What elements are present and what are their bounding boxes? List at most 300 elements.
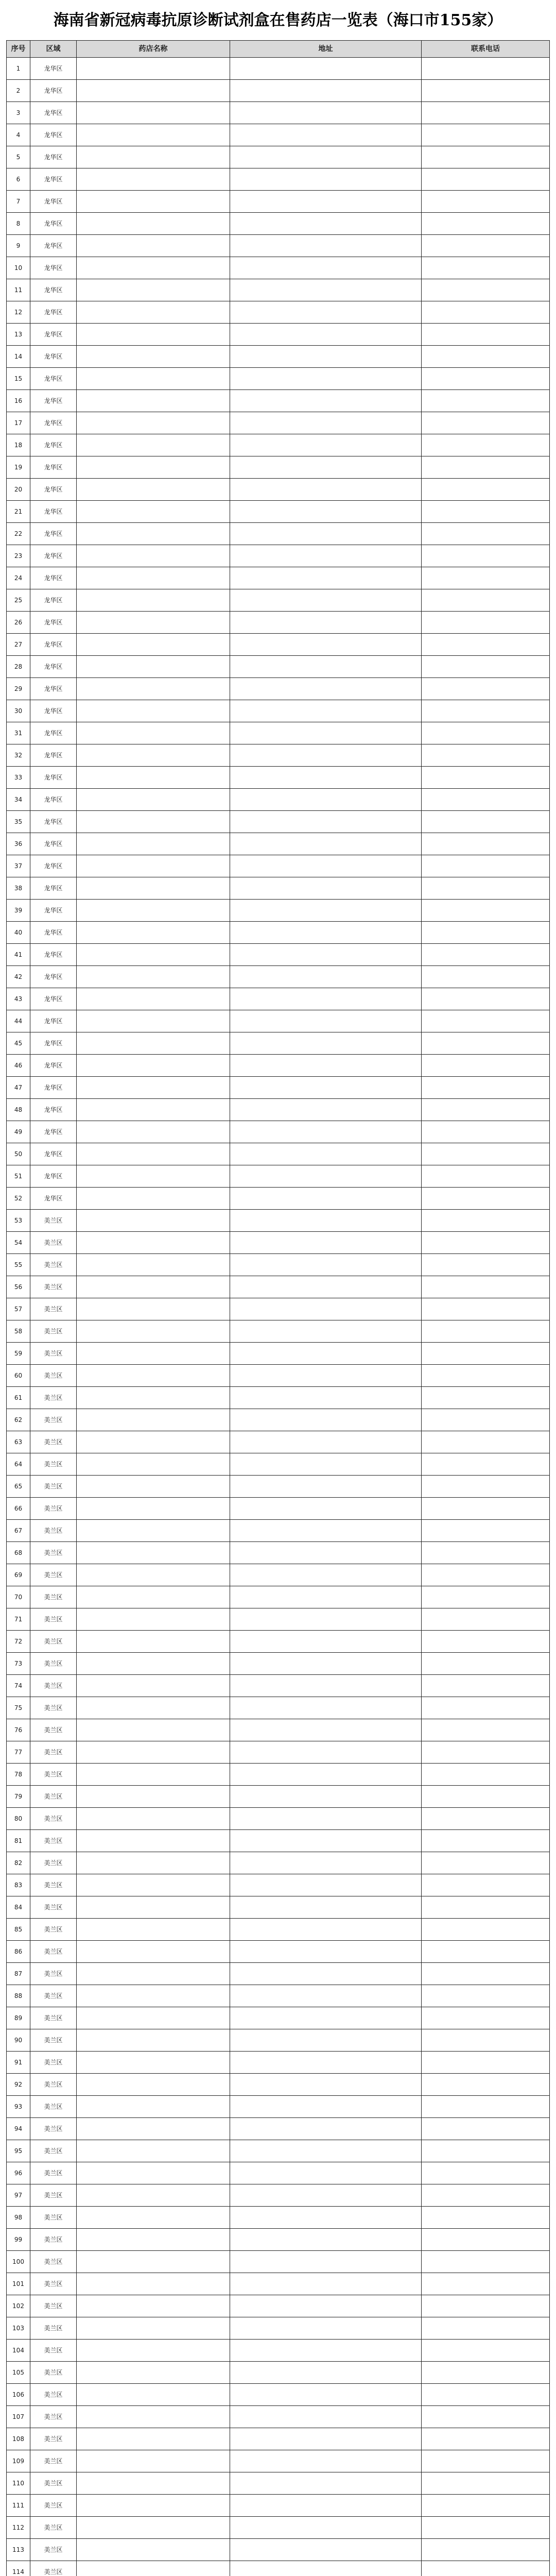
row-serial-number: 112	[7, 2517, 30, 2539]
row-address	[230, 2362, 422, 2384]
row-pharmacy-name	[77, 1010, 230, 1032]
row-phone	[422, 1032, 550, 1055]
row-serial-number: 103	[7, 2317, 30, 2340]
row-district: 美兰区	[30, 2184, 77, 2207]
row-pharmacy-name	[77, 146, 230, 168]
row-serial-number: 84	[7, 1896, 30, 1919]
row-phone	[422, 2517, 550, 2539]
row-serial-number: 72	[7, 1631, 30, 1653]
row-pharmacy-name	[77, 191, 230, 213]
table-row	[7, 368, 550, 390]
row-pharmacy-name	[77, 1697, 230, 1719]
row-district: 美兰区	[30, 1542, 77, 1564]
row-address	[230, 146, 422, 168]
row-pharmacy-name	[77, 545, 230, 567]
row-pharmacy-name	[77, 1919, 230, 1941]
row-address	[230, 1320, 422, 1343]
row-phone	[422, 1919, 550, 1941]
row-phone	[422, 988, 550, 1010]
table-row	[7, 1032, 550, 1055]
row-serial-number: 98	[7, 2207, 30, 2229]
pharmacy-table	[6, 40, 550, 2576]
row-phone	[422, 922, 550, 944]
row-serial-number: 42	[7, 966, 30, 988]
row-pharmacy-name	[77, 1520, 230, 1542]
table-row	[7, 988, 550, 1010]
row-address	[230, 1365, 422, 1387]
table-row	[7, 922, 550, 944]
row-serial-number: 91	[7, 2052, 30, 2074]
row-district: 美兰区	[30, 1874, 77, 1896]
table-row	[7, 2273, 550, 2295]
row-address	[230, 1431, 422, 1453]
row-address	[230, 1520, 422, 1542]
row-phone	[422, 1830, 550, 1852]
row-phone	[422, 501, 550, 523]
row-district: 龙华区	[30, 279, 77, 301]
row-pharmacy-name	[77, 2096, 230, 2118]
row-pharmacy-name	[77, 80, 230, 102]
table-row	[7, 1896, 550, 1919]
row-serial-number: 78	[7, 1764, 30, 1786]
row-address	[230, 1055, 422, 1077]
row-pharmacy-name	[77, 2184, 230, 2207]
row-address	[230, 2184, 422, 2207]
row-serial-number: 62	[7, 1409, 30, 1431]
table-row	[7, 1741, 550, 1764]
row-serial-number: 63	[7, 1431, 30, 1453]
row-serial-number: 35	[7, 811, 30, 833]
row-district: 美兰区	[30, 1697, 77, 1719]
row-address	[230, 1387, 422, 1409]
row-address	[230, 58, 422, 80]
row-pharmacy-name	[77, 1675, 230, 1697]
row-district: 美兰区	[30, 1298, 77, 1320]
row-address	[230, 1542, 422, 1564]
row-serial-number: 65	[7, 1476, 30, 1498]
row-address	[230, 1808, 422, 1830]
table-row	[7, 1719, 550, 1741]
row-pharmacy-name	[77, 368, 230, 390]
table-row	[7, 1697, 550, 1719]
row-serial-number: 113	[7, 2539, 30, 2561]
row-serial-number: 44	[7, 1010, 30, 1032]
row-district: 龙华区	[30, 1077, 77, 1099]
row-phone	[422, 1764, 550, 1786]
row-address	[230, 1343, 422, 1365]
row-district: 美兰区	[30, 2295, 77, 2317]
row-phone	[422, 2539, 550, 2561]
row-pharmacy-name	[77, 1387, 230, 1409]
table-row	[7, 1254, 550, 1276]
row-serial-number: 36	[7, 833, 30, 855]
row-pharmacy-name	[77, 1764, 230, 1786]
row-serial-number: 14	[7, 346, 30, 368]
row-phone	[422, 789, 550, 811]
row-phone	[422, 1741, 550, 1764]
row-pharmacy-name	[77, 2317, 230, 2340]
table-row	[7, 1210, 550, 1232]
table-row	[7, 213, 550, 235]
row-serial-number: 10	[7, 257, 30, 279]
row-serial-number: 38	[7, 877, 30, 900]
row-serial-number: 107	[7, 2406, 30, 2428]
row-district: 龙华区	[30, 191, 77, 213]
table-row	[7, 1055, 550, 1077]
row-serial-number: 80	[7, 1808, 30, 1830]
row-phone	[422, 2184, 550, 2207]
row-address	[230, 966, 422, 988]
table-row	[7, 1320, 550, 1343]
row-district: 美兰区	[30, 2472, 77, 2495]
row-address	[230, 2495, 422, 2517]
row-serial-number: 52	[7, 1188, 30, 1210]
row-serial-number: 55	[7, 1254, 30, 1276]
row-serial-number: 70	[7, 1586, 30, 1608]
row-address	[230, 1453, 422, 1476]
table-row	[7, 501, 550, 523]
row-phone	[422, 1874, 550, 1896]
row-district: 龙华区	[30, 944, 77, 966]
row-pharmacy-name	[77, 789, 230, 811]
table-row	[7, 634, 550, 656]
table-row	[7, 279, 550, 301]
row-serial-number: 45	[7, 1032, 30, 1055]
row-address	[230, 2029, 422, 2052]
row-pharmacy-name	[77, 390, 230, 412]
row-district: 美兰区	[30, 2406, 77, 2428]
row-serial-number: 15	[7, 368, 30, 390]
row-address	[230, 1874, 422, 1896]
row-address	[230, 2517, 422, 2539]
row-pharmacy-name	[77, 2118, 230, 2140]
row-phone	[422, 412, 550, 434]
row-address	[230, 235, 422, 257]
row-pharmacy-name	[77, 257, 230, 279]
row-district: 美兰区	[30, 1608, 77, 1631]
row-serial-number: 11	[7, 279, 30, 301]
row-district: 美兰区	[30, 1564, 77, 1586]
row-serial-number: 101	[7, 2273, 30, 2295]
row-serial-number: 68	[7, 1542, 30, 1564]
table-row	[7, 2207, 550, 2229]
row-phone	[422, 1298, 550, 1320]
row-phone	[422, 2007, 550, 2029]
table-row	[7, 2428, 550, 2450]
row-district: 龙华区	[30, 1032, 77, 1055]
row-serial-number: 31	[7, 722, 30, 744]
row-serial-number: 20	[7, 479, 30, 501]
row-address	[230, 1852, 422, 1874]
row-district: 龙华区	[30, 855, 77, 877]
row-serial-number: 48	[7, 1099, 30, 1121]
row-district: 美兰区	[30, 1786, 77, 1808]
row-pharmacy-name	[77, 1077, 230, 1099]
row-address	[230, 368, 422, 390]
table-row	[7, 2052, 550, 2074]
row-phone	[422, 2428, 550, 2450]
row-serial-number: 114	[7, 2561, 30, 2576]
row-address	[230, 1608, 422, 1631]
table-row	[7, 811, 550, 833]
row-pharmacy-name	[77, 656, 230, 678]
row-serial-number: 102	[7, 2295, 30, 2317]
row-serial-number: 25	[7, 589, 30, 612]
row-district: 美兰区	[30, 2317, 77, 2340]
table-row	[7, 1453, 550, 1476]
row-serial-number: 26	[7, 612, 30, 634]
table-row	[7, 1498, 550, 1520]
row-phone	[422, 1232, 550, 1254]
row-serial-number: 13	[7, 324, 30, 346]
row-serial-number: 49	[7, 1121, 30, 1143]
row-phone	[422, 1188, 550, 1210]
table-row	[7, 1431, 550, 1453]
row-district: 美兰区	[30, 1963, 77, 1985]
row-serial-number: 32	[7, 744, 30, 767]
row-district: 龙华区	[30, 1099, 77, 1121]
table-row	[7, 1608, 550, 1631]
table-row	[7, 1631, 550, 1653]
table-row	[7, 1365, 550, 1387]
table-row	[7, 2074, 550, 2096]
table-row	[7, 1586, 550, 1608]
row-serial-number: 9	[7, 235, 30, 257]
table-row	[7, 146, 550, 168]
row-pharmacy-name	[77, 2251, 230, 2273]
row-phone	[422, 855, 550, 877]
row-phone	[422, 1852, 550, 1874]
table-row	[7, 1476, 550, 1498]
row-pharmacy-name	[77, 2229, 230, 2251]
table-row	[7, 2295, 550, 2317]
table-row	[7, 2340, 550, 2362]
row-phone	[422, 1387, 550, 1409]
row-phone	[422, 2273, 550, 2295]
row-district: 美兰区	[30, 2140, 77, 2162]
row-address	[230, 1631, 422, 1653]
row-district: 美兰区	[30, 2052, 77, 2074]
row-pharmacy-name	[77, 1453, 230, 1476]
row-district: 龙华区	[30, 1055, 77, 1077]
row-phone	[422, 2096, 550, 2118]
row-serial-number: 18	[7, 434, 30, 456]
row-serial-number: 27	[7, 634, 30, 656]
row-address	[230, 1165, 422, 1188]
row-serial-number: 73	[7, 1653, 30, 1675]
row-district: 美兰区	[30, 1520, 77, 1542]
row-serial-number: 50	[7, 1143, 30, 1165]
row-district: 美兰区	[30, 2384, 77, 2406]
header-phone: 联系电话	[422, 41, 550, 58]
row-serial-number: 5	[7, 146, 30, 168]
row-district: 龙华区	[30, 301, 77, 324]
table-row	[7, 301, 550, 324]
row-pharmacy-name	[77, 2406, 230, 2428]
row-pharmacy-name	[77, 900, 230, 922]
table-row	[7, 523, 550, 545]
row-serial-number: 100	[7, 2251, 30, 2273]
row-address	[230, 833, 422, 855]
row-phone	[422, 1476, 550, 1498]
row-address	[230, 2052, 422, 2074]
table-row	[7, 168, 550, 191]
row-address	[230, 456, 422, 479]
row-pharmacy-name	[77, 1786, 230, 1808]
row-phone	[422, 102, 550, 124]
row-pharmacy-name	[77, 1830, 230, 1852]
row-district: 美兰区	[30, 2561, 77, 2576]
row-serial-number: 41	[7, 944, 30, 966]
row-pharmacy-name	[77, 2495, 230, 2517]
row-district: 美兰区	[30, 1586, 77, 1608]
row-serial-number: 94	[7, 2118, 30, 2140]
row-phone	[422, 479, 550, 501]
row-address	[230, 545, 422, 567]
row-phone	[422, 301, 550, 324]
row-district: 龙华区	[30, 589, 77, 612]
row-serial-number: 46	[7, 1055, 30, 1077]
row-district: 美兰区	[30, 1741, 77, 1764]
row-address	[230, 1586, 422, 1608]
row-phone	[422, 368, 550, 390]
row-serial-number: 67	[7, 1520, 30, 1542]
row-address	[230, 2428, 422, 2450]
row-district: 美兰区	[30, 2074, 77, 2096]
row-serial-number: 93	[7, 2096, 30, 2118]
row-pharmacy-name	[77, 2472, 230, 2495]
row-serial-number: 86	[7, 1941, 30, 1963]
row-serial-number: 81	[7, 1830, 30, 1852]
row-district: 美兰区	[30, 2251, 77, 2273]
table-row	[7, 2384, 550, 2406]
row-district: 美兰区	[30, 2229, 77, 2251]
row-phone	[422, 390, 550, 412]
row-address	[230, 767, 422, 789]
header-address: 地址	[230, 41, 422, 58]
row-address	[230, 2229, 422, 2251]
row-phone	[422, 2162, 550, 2184]
row-phone	[422, 1941, 550, 1963]
row-address	[230, 744, 422, 767]
row-district: 美兰区	[30, 1476, 77, 1498]
row-serial-number: 30	[7, 700, 30, 722]
row-pharmacy-name	[77, 2029, 230, 2052]
row-address	[230, 2096, 422, 2118]
row-pharmacy-name	[77, 877, 230, 900]
table-row	[7, 2495, 550, 2517]
row-address	[230, 1941, 422, 1963]
row-phone	[422, 2406, 550, 2428]
row-address	[230, 634, 422, 656]
table-row	[7, 855, 550, 877]
row-phone	[422, 589, 550, 612]
row-serial-number: 59	[7, 1343, 30, 1365]
table-row	[7, 877, 550, 900]
row-serial-number: 23	[7, 545, 30, 567]
row-address	[230, 900, 422, 922]
row-district: 美兰区	[30, 2450, 77, 2472]
table-row	[7, 1564, 550, 1586]
row-address	[230, 1830, 422, 1852]
row-address	[230, 2207, 422, 2229]
row-pharmacy-name	[77, 1808, 230, 1830]
row-phone	[422, 833, 550, 855]
table-row	[7, 58, 550, 80]
row-phone	[422, 1564, 550, 1586]
row-address	[230, 944, 422, 966]
row-serial-number: 16	[7, 390, 30, 412]
row-pharmacy-name	[77, 479, 230, 501]
row-phone	[422, 1077, 550, 1099]
row-district: 龙华区	[30, 833, 77, 855]
table-row	[7, 767, 550, 789]
table-row	[7, 722, 550, 744]
row-address	[230, 1896, 422, 1919]
table-row	[7, 612, 550, 634]
row-serial-number: 104	[7, 2340, 30, 2362]
table-row	[7, 1830, 550, 1852]
row-district: 美兰区	[30, 1896, 77, 1919]
row-pharmacy-name	[77, 1631, 230, 1653]
row-pharmacy-name	[77, 168, 230, 191]
row-district: 龙华区	[30, 634, 77, 656]
table-row	[7, 2561, 550, 2576]
row-phone	[422, 434, 550, 456]
row-address	[230, 1210, 422, 1232]
table-row	[7, 2450, 550, 2472]
row-district: 美兰区	[30, 1431, 77, 1453]
row-pharmacy-name	[77, 1298, 230, 1320]
row-pharmacy-name	[77, 1852, 230, 1874]
row-phone	[422, 2495, 550, 2517]
row-pharmacy-name	[77, 124, 230, 146]
row-serial-number: 108	[7, 2428, 30, 2450]
row-address	[230, 80, 422, 102]
row-phone	[422, 2340, 550, 2362]
row-pharmacy-name	[77, 501, 230, 523]
row-pharmacy-name	[77, 1032, 230, 1055]
row-address	[230, 589, 422, 612]
row-district: 美兰区	[30, 2428, 77, 2450]
table-row	[7, 589, 550, 612]
row-district: 龙华区	[30, 767, 77, 789]
row-pharmacy-name	[77, 1564, 230, 1586]
row-phone	[422, 1896, 550, 1919]
row-serial-number: 105	[7, 2362, 30, 2384]
row-pharmacy-name	[77, 1232, 230, 1254]
row-pharmacy-name	[77, 722, 230, 744]
table-row	[7, 1808, 550, 1830]
row-pharmacy-name	[77, 2340, 230, 2362]
row-pharmacy-name	[77, 1188, 230, 1210]
row-pharmacy-name	[77, 2539, 230, 2561]
row-pharmacy-name	[77, 58, 230, 80]
row-phone	[422, 1542, 550, 1564]
row-pharmacy-name	[77, 1365, 230, 1387]
row-phone	[422, 1985, 550, 2007]
row-pharmacy-name	[77, 833, 230, 855]
row-pharmacy-name	[77, 102, 230, 124]
row-address	[230, 1143, 422, 1165]
row-address	[230, 855, 422, 877]
row-pharmacy-name	[77, 1542, 230, 1564]
row-serial-number: 71	[7, 1608, 30, 1631]
row-serial-number: 51	[7, 1165, 30, 1188]
row-serial-number: 6	[7, 168, 30, 191]
row-district: 龙华区	[30, 678, 77, 700]
row-district: 龙华区	[30, 1143, 77, 1165]
